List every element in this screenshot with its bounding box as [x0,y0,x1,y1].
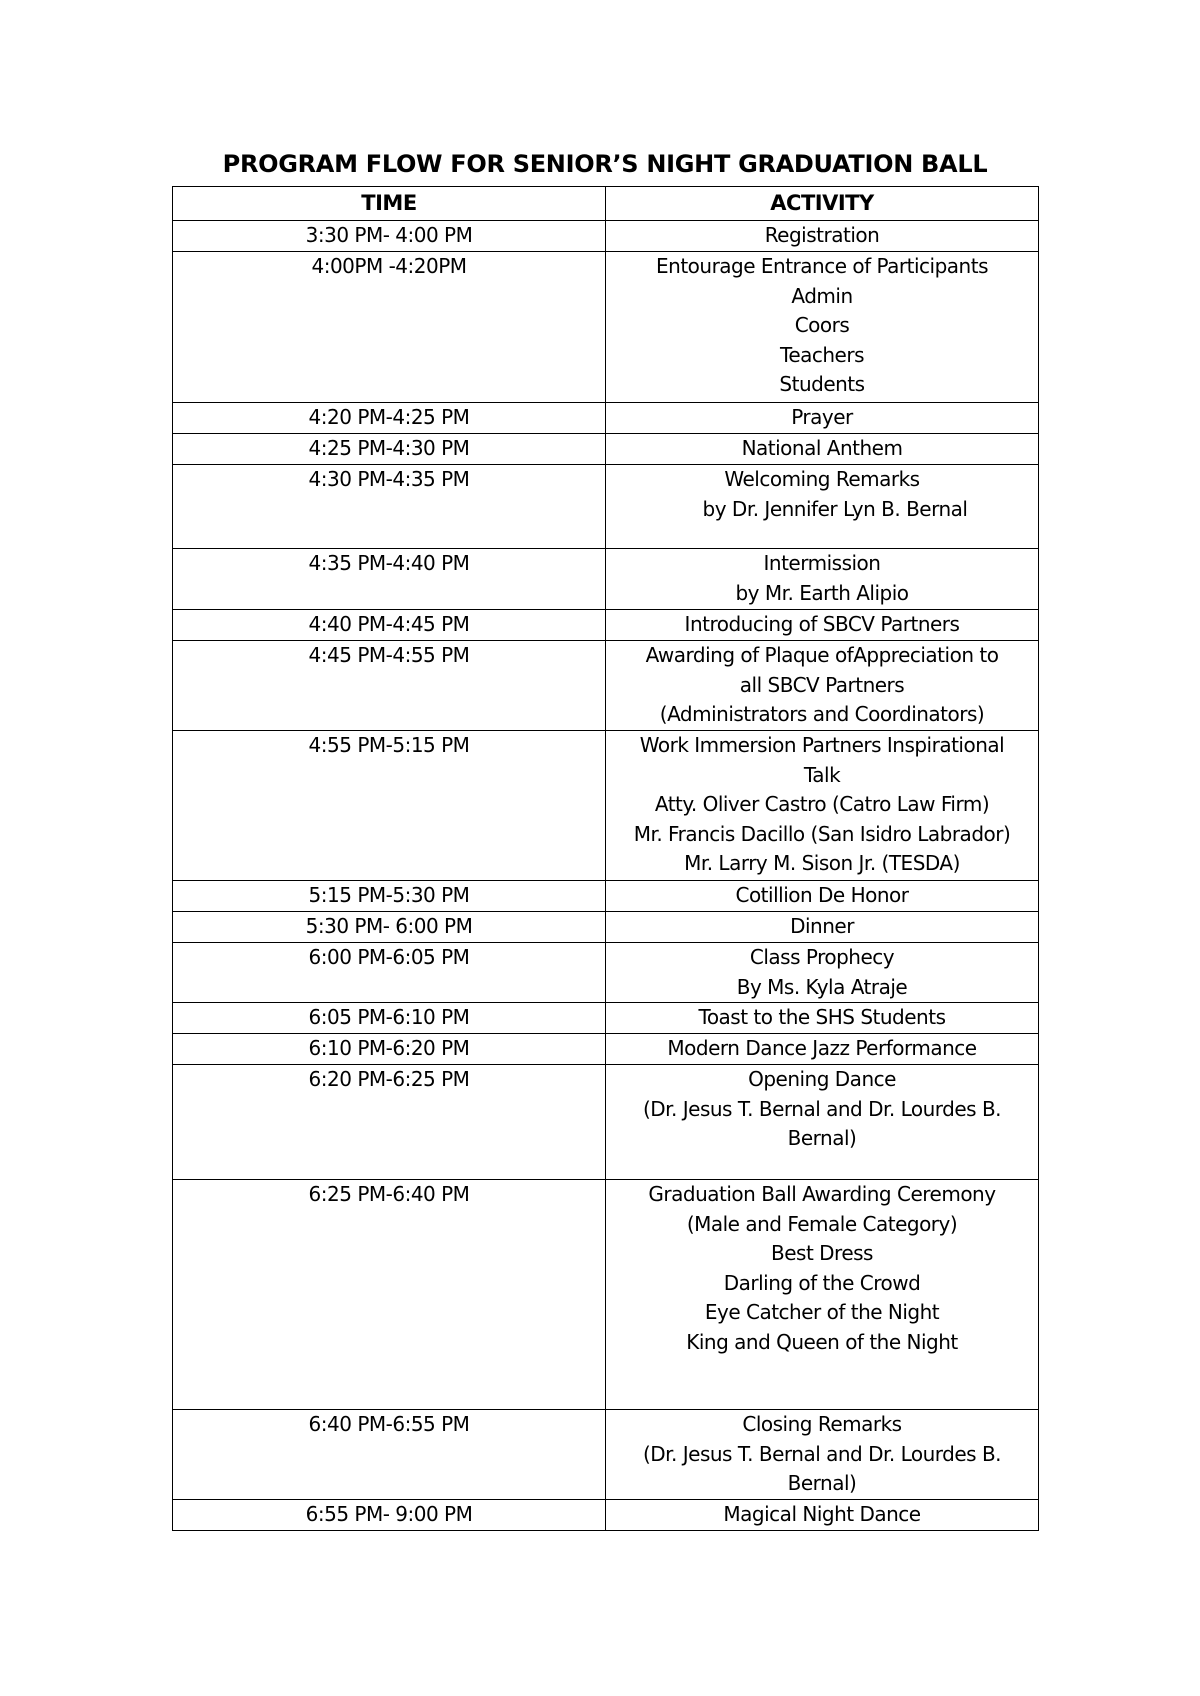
activity-line: Opening Dance [748,1067,896,1091]
activity-line: Dinner [790,914,854,938]
table-row [173,252,1039,403]
table-row [173,1410,1039,1500]
activity-cell [606,731,1039,881]
activity-cell [606,1180,1039,1410]
time-cell: 6:20 PM-6:25 PM [173,1065,606,1180]
activity-cell [606,641,1039,731]
page-title: PROGRAM FLOW FOR SENIOR’S NIGHT GRADUATION BALL [222,150,988,178]
activity-line: Closing Remarks [742,1412,902,1436]
table-row [173,912,1039,943]
time-cell: 4:45 PM-4:55 PM [173,641,606,731]
header-activity: ACTIVITY [606,187,1039,221]
time-cell: 6:00 PM-6:05 PM [173,943,606,1003]
activity-line: Modern Dance Jazz Performance [667,1036,977,1060]
activity-line: Bernal) [787,1126,857,1150]
activity-line: (Dr. Jesus T. Bernal and Dr. Lourdes B. [642,1441,1002,1466]
program-table [172,186,1039,1531]
activity-line: Mr. Larry M. Sison Jr. (TESDA) [684,851,960,875]
activity-cell [606,912,1039,943]
header-time: TIME [173,187,606,221]
activity-line: by Dr. Jennifer Lyn B. Bernal [702,496,968,521]
activity-line: by Mr. Earth Alipio [735,580,909,605]
time-cell: 3:30 PM- 4:00 PM [173,221,606,252]
activity-cell [606,1499,1039,1530]
activity-line: Entourage Entrance of Participants [656,254,988,278]
activity-line: (Male and Female Category) [686,1211,958,1236]
activity-cell [606,252,1039,403]
time-cell: 4:55 PM-5:15 PM [173,731,606,881]
activity-line: Eye Catcher of the Night [704,1300,940,1324]
activity-cell [606,943,1039,1003]
time-cell: 6:25 PM-6:40 PM [173,1180,606,1410]
time-cell: 6:05 PM-6:10 PM [173,1003,606,1034]
table-row [173,434,1039,465]
activity-line: Magical Night Dance [723,1501,921,1526]
activity-cell [606,549,1039,610]
time-cell: 6:40 PM-6:55 PM [173,1410,606,1500]
activity-line: Introducing of SBCV Partners [684,612,960,636]
time-cell: 4:25 PM-4:30 PM [173,434,606,465]
activity-line: Coors [794,313,850,337]
table-row [173,610,1039,641]
activity-line: Teachers [780,342,864,367]
activity-cell [606,1065,1039,1180]
table-row [173,1065,1039,1180]
activity-line: Darling of the Crowd [723,1270,921,1295]
activity-line: By Ms. Kyla Atraje [736,974,908,999]
activity-line: Atty. Oliver Castro (Catro Law Firm) [654,792,990,816]
time-cell: 5:15 PM-5:30 PM [173,881,606,912]
activity-cell [606,465,1039,549]
time-cell: 4:30 PM-4:35 PM [173,465,606,549]
activity-line: Cotillion De Honor [735,883,909,907]
activity-cell [606,403,1039,434]
table-row [173,943,1039,1003]
table-row [173,221,1039,252]
activity-line: Work Immersion Partners Inspirational [639,733,1005,757]
activity-line: Best Dress [771,1241,873,1265]
activity-line: Awarding of Plaque ofAppreciation to [645,643,999,667]
time-cell: 5:30 PM- 6:00 PM [173,912,606,943]
activity-line: Class Prophecy [749,945,895,969]
activity-line: all SBCV Partners [739,672,905,697]
activity-line: (Administrators and Coordinators) [659,702,985,726]
activity-line: Students [779,372,865,396]
activity-line: Admin [791,283,853,308]
activity-cell [606,1003,1039,1034]
activity-line: Intermission [763,551,881,575]
time-cell: 4:20 PM-4:25 PM [173,403,606,434]
activity-line: Bernal) [787,1471,857,1495]
activity-line: Registration [764,223,880,247]
activity-cell [606,1410,1039,1500]
table-row [173,549,1039,610]
activity-line: Mr. Francis Dacillo (San Isidro Labrador) [633,821,1011,846]
time-cell: 6:55 PM- 9:00 PM [173,1499,606,1530]
table-row [173,1499,1039,1530]
activity-cell [606,434,1039,465]
table-row [173,731,1039,881]
activity-line: (Dr. Jesus T. Bernal and Dr. Lourdes B. [642,1096,1002,1121]
table-row [173,1034,1039,1065]
table-row [173,1003,1039,1034]
activity-line: Toast to the SHS Students [698,1005,946,1029]
table-row [173,403,1039,434]
activity-line: Welcoming Remarks [724,467,920,491]
table-row [173,465,1039,549]
activity-line: National Anthem [741,436,903,460]
time-cell: 4:40 PM-4:45 PM [173,610,606,641]
table-row [173,881,1039,912]
activity-line: Prayer [791,405,853,429]
table-header-row [173,187,1039,221]
activity-line: King and Queen of the Night [686,1329,958,1354]
time-cell: 4:00PM -4:20PM [173,252,606,403]
activity-cell [606,1034,1039,1065]
activity-cell [606,610,1039,641]
time-cell: 4:35 PM-4:40 PM [173,549,606,610]
time-cell: 6:10 PM-6:20 PM [173,1034,606,1065]
activity-cell [606,881,1039,912]
activity-line: Talk [803,762,841,787]
activity-cell [606,221,1039,252]
table-row [173,1180,1039,1410]
activity-line: Graduation Ball Awarding Ceremony [648,1182,996,1206]
table-row [173,641,1039,731]
